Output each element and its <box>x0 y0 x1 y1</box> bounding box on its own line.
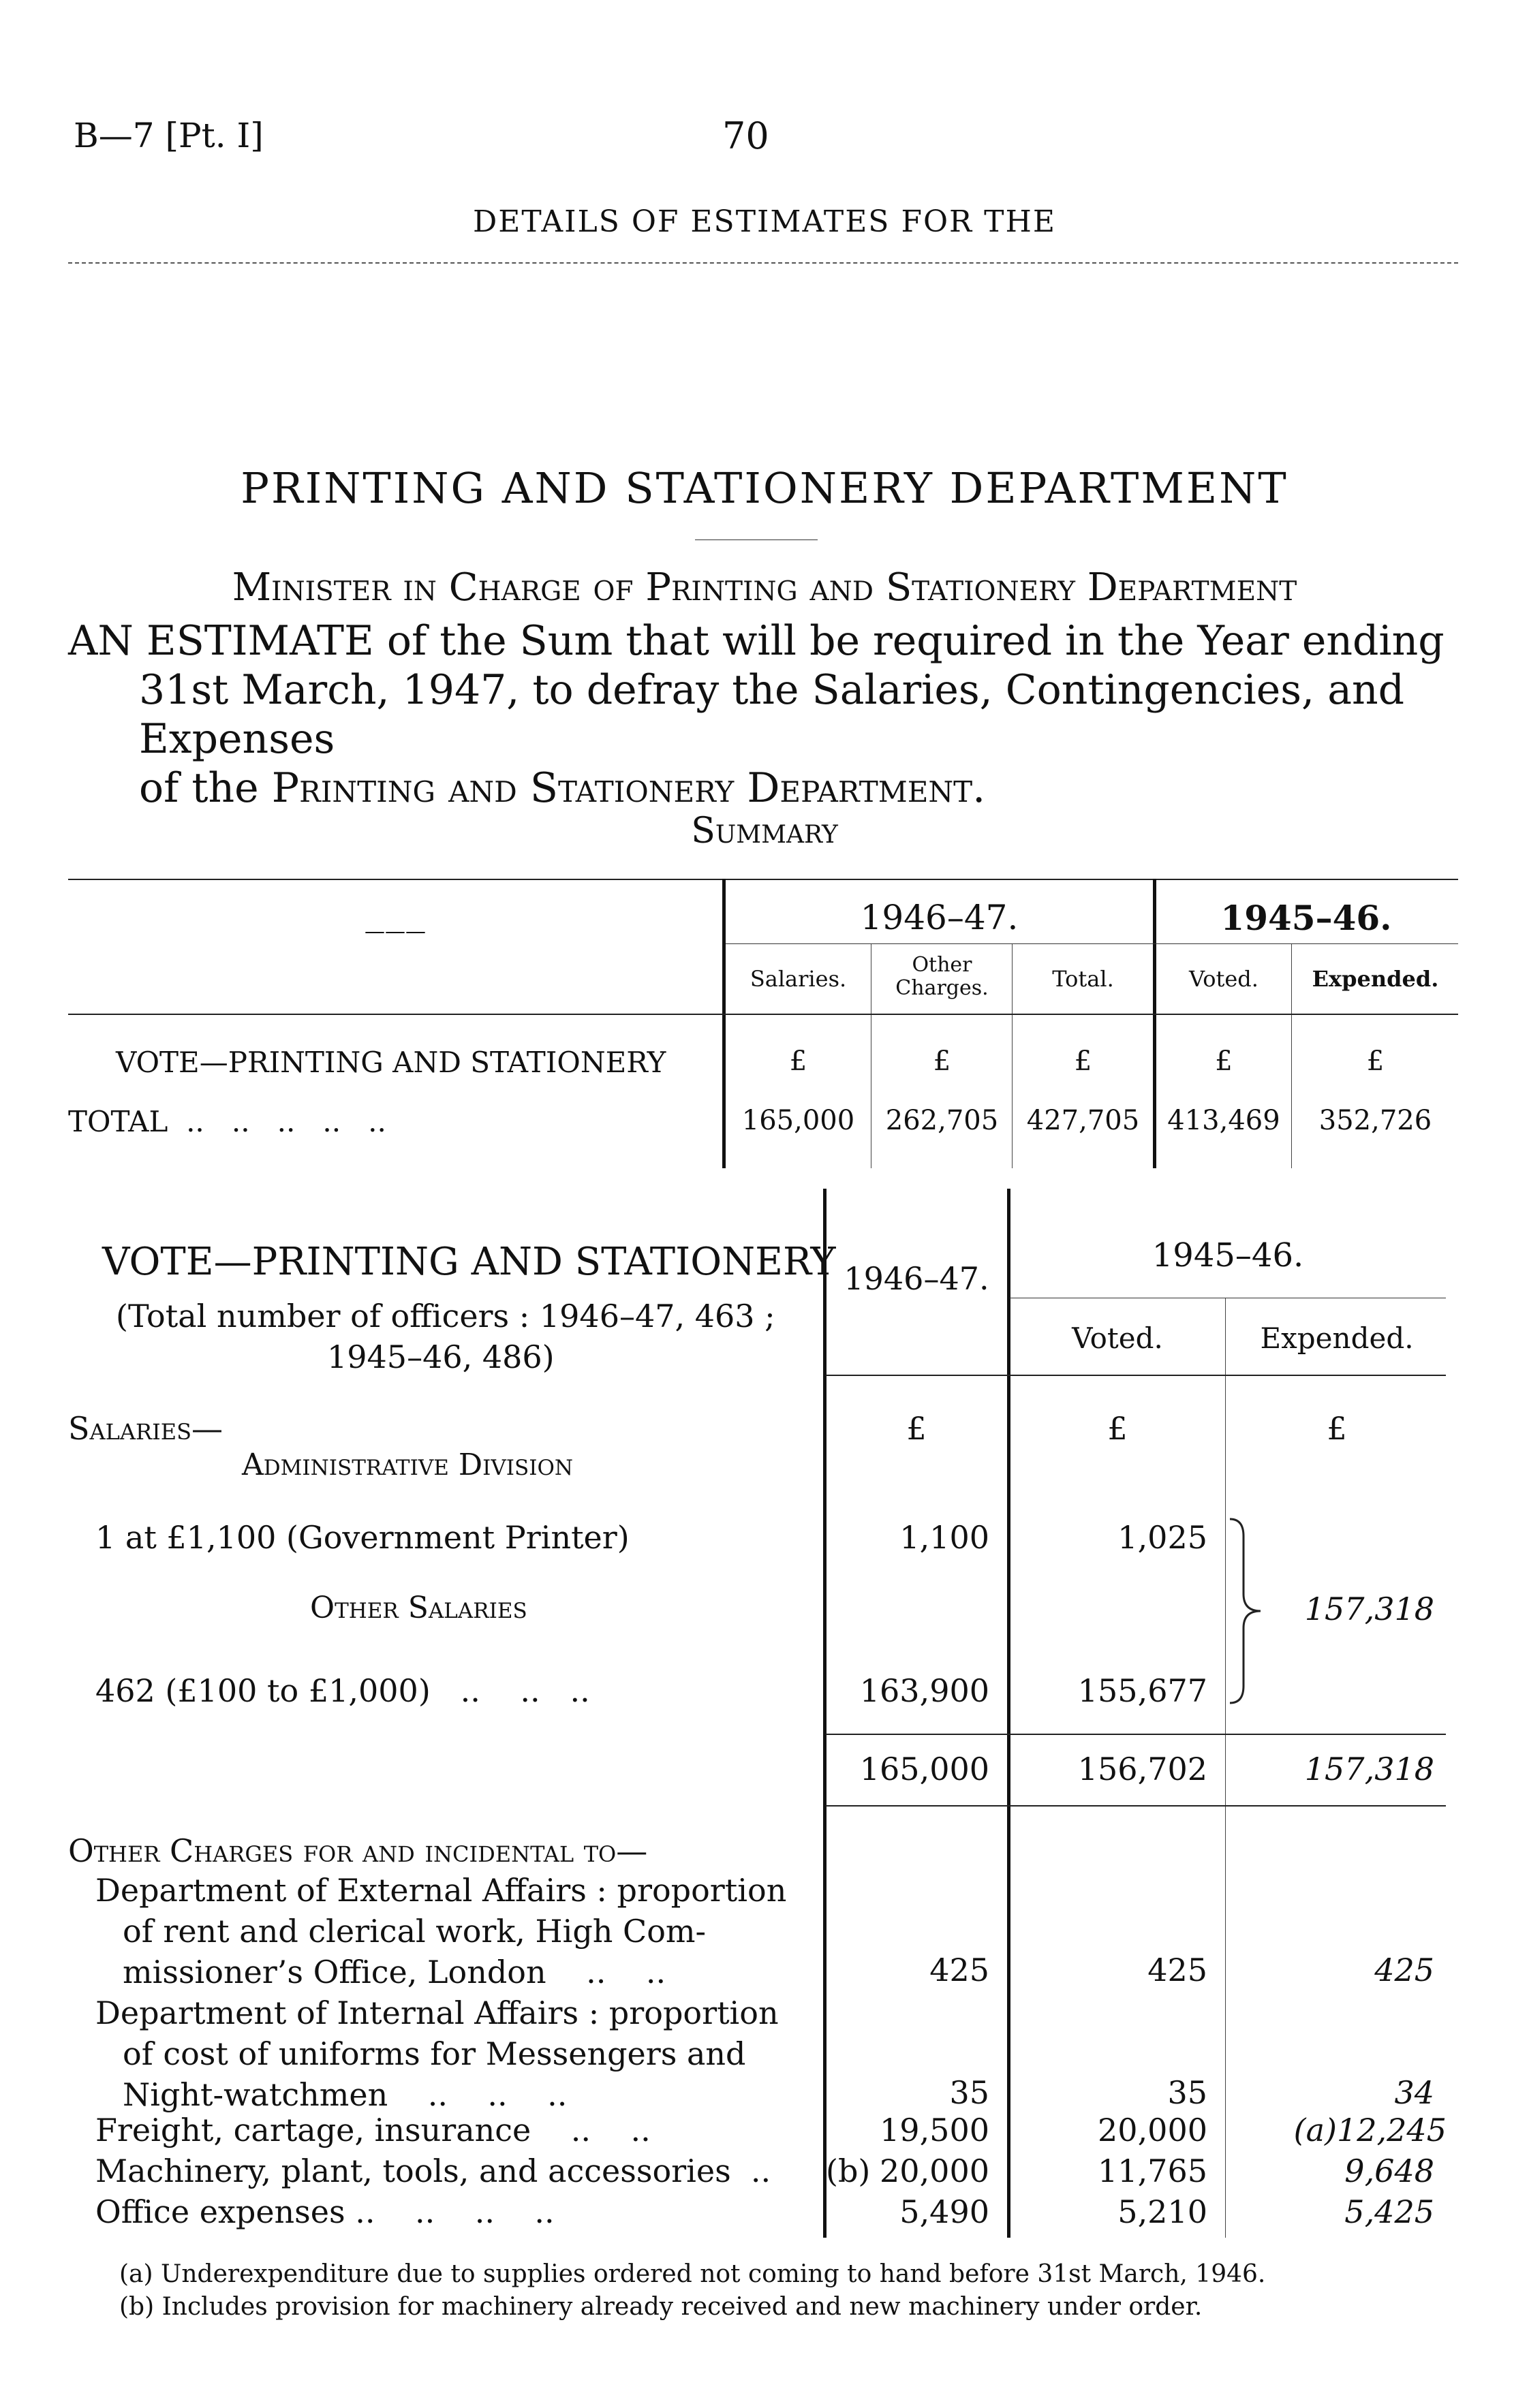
summary-sub-expended: Expended. <box>1312 966 1439 992</box>
summary-total-label: TOTAL .. .. .. .. .. <box>68 1105 386 1138</box>
others-1946: 163,900 <box>859 1672 989 1709</box>
admin-division-heading: Administrative Division <box>242 1448 574 1482</box>
subtotal-bottom-rule <box>826 1805 1446 1807</box>
summary-sub-other-1: Other <box>912 953 972 977</box>
item-1-line-0: Department of Internal Affairs : proportion <box>95 1995 779 2031</box>
item-0-line-1: of rent and clerical work, High Com- <box>123 1913 707 1950</box>
item-freight: Freight, cartage, insurance .. .. <box>95 2112 651 2148</box>
estimate-lead: AN ESTIMATE <box>68 617 374 665</box>
summary-total-voted: 413,469 <box>1167 1105 1280 1136</box>
item-3-expended: 9,648 <box>1344 2153 1434 2189</box>
item-1-line-2: Night-watchmen .. .. .. <box>123 2076 568 2113</box>
other-charges-heading: Other Charges for and incidental to— <box>68 1832 648 1869</box>
others-line: 462 (£100 to £1,000) .. .. .. <box>95 1672 590 1709</box>
estimate-line3 <box>68 764 1458 813</box>
subtotal-rule <box>826 1734 1446 1735</box>
item-4-expended: 5,425 <box>1344 2193 1434 2230</box>
expended-bracket-value: 157,318 <box>1304 1591 1434 1627</box>
vote-header-rule <box>826 1375 1446 1376</box>
subtotal-expended: 157,318 <box>1304 1751 1434 1787</box>
item-2-voted: 20,000 <box>1098 2112 1207 2148</box>
estimate-line1: of the Sum that will be required in the Year ending <box>386 617 1445 665</box>
vote-pound-expended: £ <box>1327 1410 1347 1447</box>
summary-header-1945: 1945–46. <box>1220 898 1392 938</box>
vote-pound-1946: £ <box>906 1410 927 1447</box>
section-reference: B—7 [Pt. I] <box>74 116 264 155</box>
vote-col-divider-3 <box>1225 1298 1226 2238</box>
running-title: DETAILS OF ESTIMATES FOR THE <box>473 204 1056 239</box>
vote-sub-expended: Expended. <box>1260 1322 1414 1355</box>
summary-sub-other-2: Charges. <box>895 976 989 1000</box>
other-salaries-heading: Other Salaries <box>310 1591 527 1625</box>
vote-header-1946: 1946–47. <box>844 1260 989 1297</box>
estimate-line3-dept: Printing and Stationery Department. <box>271 764 986 812</box>
item-0-line-2: missioner’s Office, London .. .. <box>123 1954 666 1990</box>
summary-col-divider-5 <box>1291 943 1292 1168</box>
summary-total-salaries: 165,000 <box>741 1105 855 1136</box>
department-title: PRINTING AND STATIONERY DEPARTMENT <box>241 463 1288 513</box>
subtotal-voted: 156,702 <box>1077 1751 1207 1787</box>
summary-total-total: 427,705 <box>1026 1105 1140 1136</box>
item-1-expended: 34 <box>1394 2074 1434 2111</box>
footnote-b: (b) Includes provision for machinery already received and new machinery under order. <box>119 2293 1203 2321</box>
summary-top-rule <box>68 879 1458 880</box>
estimate-paragraph <box>68 616 1458 813</box>
summary-header-rule <box>68 1014 1458 1015</box>
summary-pound-5: £ <box>1366 1046 1385 1077</box>
item-0-expended: 425 <box>1374 1952 1434 1988</box>
summary-sub-total: Total. <box>1052 966 1114 992</box>
page-number: 70 <box>722 114 769 157</box>
others-voted: 155,677 <box>1077 1672 1207 1709</box>
summary-sub-other <box>872 954 1012 1000</box>
header-rule <box>68 262 1458 264</box>
summary-sub-voted: Voted. <box>1189 966 1258 992</box>
summary-total-expended: 352,726 <box>1318 1105 1432 1136</box>
vote-title: VOTE—PRINTING AND STATIONERY <box>102 1240 836 1284</box>
summary-pound-4: £ <box>1215 1046 1233 1077</box>
footnote-a: (a) Underexpenditure due to supplies ordered not coming to hand before 31st March, 1946. <box>119 2260 1266 2288</box>
summary-sub-salaries: Salaries. <box>750 966 847 992</box>
vote-pound-voted: £ <box>1107 1410 1128 1447</box>
item-1-1946: 35 <box>949 2074 989 2111</box>
item-machinery: Machinery, plant, tools, and accessories .. <box>95 2153 771 2189</box>
summary-header-1946: 1946–47. <box>860 898 1019 937</box>
item-4-voted: 5,210 <box>1117 2193 1207 2230</box>
printer-1946: 1,100 <box>899 1519 989 1556</box>
item-3-1946: 20,000 <box>880 2153 989 2189</box>
item-1-voted: 35 <box>1167 2074 1207 2111</box>
item-3-note: (b) <box>826 2153 871 2189</box>
vote-officers-2: 1945–46, 486) <box>327 1339 555 1375</box>
summary-pound-1: £ <box>789 1046 807 1077</box>
summary-title: Summary <box>691 811 838 851</box>
estimate-line2: 31st March, 1947, to defray the Salaries, Contingencies, and Expenses <box>139 666 1405 763</box>
summary-vote-label: VOTE—PRINTING AND STATIONERY <box>116 1046 666 1079</box>
expended-brace <box>1226 1516 1267 1706</box>
vote-header-1945: 1945–46. <box>1152 1236 1304 1275</box>
item-0-1946: 425 <box>929 1952 989 1988</box>
item-office-expenses: Office expenses .. .. .. .. <box>95 2193 555 2230</box>
salaries-heading: Salaries— <box>68 1410 223 1447</box>
item-2-1946: 19,500 <box>880 2112 989 2148</box>
item-1-line-1: of cost of uniforms for Messengers and <box>123 2035 746 2072</box>
item-external-affairs <box>95 1870 804 1992</box>
item-3-voted: 11,765 <box>1098 2153 1207 2189</box>
summary-total-other: 262,705 <box>885 1105 999 1136</box>
item-internal-affairs <box>95 1992 804 2115</box>
summary-dash: ——— <box>365 920 426 943</box>
estimate-line3-pre: of the <box>139 764 259 812</box>
subtotal-1946: 165,000 <box>859 1751 989 1787</box>
vote-officers-1: (Total number of officers : 1946–47, 463 ; <box>116 1298 775 1334</box>
summary-pound-3: £ <box>1074 1046 1092 1077</box>
item-2-expended: 12,245 <box>1337 2112 1447 2148</box>
printer-line: 1 at £1,100 (Government Printer) <box>95 1519 630 1556</box>
summary-year-underline <box>726 943 1458 944</box>
item-4-1946: 5,490 <box>899 2193 989 2230</box>
summary-pound-2: £ <box>933 1046 951 1077</box>
item-2-expended-note: (a) <box>1293 2112 1337 2148</box>
minister-line: Minister in Charge of Printing and Stationery Department <box>232 565 1297 610</box>
summary-col-divider-4 <box>1012 943 1013 1168</box>
item-0-voted: 425 <box>1147 1952 1207 1988</box>
printer-voted: 1,025 <box>1117 1519 1207 1556</box>
vote-sub-voted: Voted. <box>1072 1322 1163 1355</box>
item-0-line-0: Department of External Affairs : proportion <box>95 1872 787 1909</box>
